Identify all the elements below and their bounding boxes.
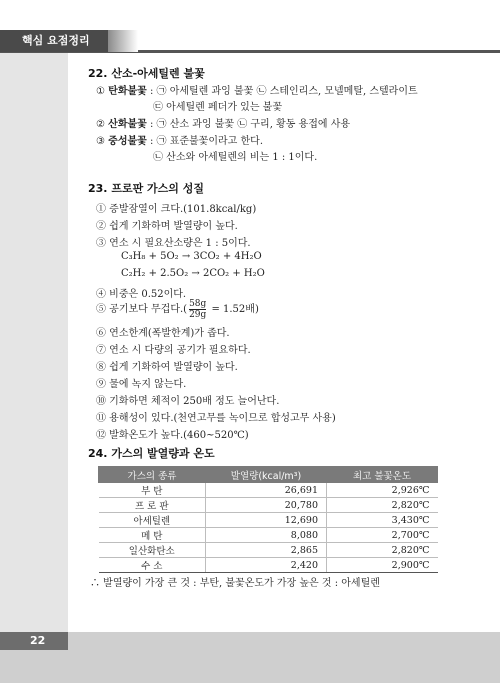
s23-item-5-suffix: = 1.52배)	[208, 304, 259, 315]
table-row	[99, 483, 438, 498]
section-24-title: 24. 가스의 발열량과 온도	[88, 447, 215, 460]
table-row	[99, 558, 438, 573]
s22-line-4-marker: ③	[96, 136, 109, 147]
s23-item-5-prefix: ⑤ 공기보다 무겁다.(	[96, 304, 188, 315]
s23-equation-2: C₂H₂ + 2.5O₂ → 2CO₂ + H₂O	[121, 268, 265, 279]
s22-line-1	[96, 82, 418, 97]
s22-line-3-marker: ②	[96, 119, 109, 130]
table-cell-gas: 메 탄	[99, 528, 206, 543]
s22-line-2: ㉢ 아세틸렌 페더가 있는 불꽃	[153, 102, 282, 113]
table-cell-temp: 3,430℃	[327, 513, 438, 528]
s22-line-3-text: : ㉠ 산소 과잉 불꽃 ㉡ 구리, 황동 용접에 사용	[146, 119, 351, 130]
s23-item-2: ② 쉽게 기화하며 발열량이 높다.	[96, 221, 238, 232]
s23-item-12: ⑫ 발화온도가 높다.(460~520℃)	[96, 430, 249, 441]
left-margin-strip	[0, 52, 68, 632]
table-header-heat: 발열량(kcal/m³)	[206, 467, 327, 483]
s22-line-3-label: 산화불꽃	[108, 119, 147, 130]
s23-item-11: ⑪ 용해성이 있다.(천연고무를 녹이므로 합성고무 사용)	[96, 413, 336, 424]
table-cell-gas: 수 소	[99, 558, 206, 573]
s22-line-4-text: : ㉠ 표준불꽃이라고 한다.	[146, 136, 263, 147]
fraction-numerator: 58g	[189, 299, 207, 309]
table-cell-heat: 20,780	[206, 498, 327, 513]
table-row	[99, 498, 438, 513]
table-cell-heat: 8,080	[206, 528, 327, 543]
table-cell-gas: 아세틸렌	[99, 513, 206, 528]
s22-line-1-marker: ①	[96, 86, 109, 97]
s23-item-5	[96, 299, 259, 320]
s22-line-4-label: 중성불꽃	[108, 136, 147, 147]
s22-line-4	[96, 132, 263, 147]
s23-item-5-fraction	[189, 299, 206, 320]
table-cell-temp: 2,820℃	[327, 498, 438, 513]
table-cell-heat: 2,420	[206, 558, 327, 573]
s24-conclusion-note: ∴ 발열량이 가장 큰 것 : 부탄, 불꽃온도가 가장 높은 것 : 아세틸렌	[90, 578, 380, 589]
s22-line-1-text: : ㉠ 아세틸렌 과잉 불꽃 ㉡ 스테인리스, 모넬메탈, 스텔라이트	[146, 86, 418, 97]
header-tab	[0, 30, 108, 52]
table-cell-temp: 2,926℃	[327, 483, 438, 498]
table-cell-gas: 프 로 판	[99, 498, 206, 513]
heat-value-table	[98, 466, 438, 573]
s23-item-7: ⑦ 연소 시 다량의 공기가 필요하다.	[96, 345, 251, 356]
table-row	[99, 543, 438, 558]
s22-line-1-label: 탄화불꽃	[108, 86, 147, 97]
fraction-denominator: 29g	[189, 310, 207, 320]
s22-line-5: ㉡ 산소와 아세틸렌의 비는 1 : 1이다.	[153, 152, 318, 163]
section-22-title: 22. 산소-아세틸렌 불꽃	[88, 67, 205, 80]
table-cell-temp: 2,900℃	[327, 558, 438, 573]
s23-item-10: ⑩ 기화하면 체적이 250배 정도 늘어난다.	[96, 396, 280, 407]
s23-item-6: ⑥ 연소한계(폭발한계)가 좁다.	[96, 328, 230, 339]
footer-band	[0, 632, 500, 683]
s22-line-3	[96, 115, 350, 130]
table-header-temp: 최고 불꽃온도	[327, 467, 438, 483]
header-tab-label: 핵심 요점정리	[22, 34, 90, 47]
s23-item-9: ⑨ 물에 녹지 않는다.	[96, 379, 187, 390]
table-cell-gas: 부 탄	[99, 483, 206, 498]
s23-item-3: ③ 연소 시 필요산소량은 1 : 5이다.	[96, 238, 251, 249]
s23-item-8: ⑧ 쉽게 기화하여 발열량이 높다.	[96, 362, 238, 373]
table-cell-heat: 12,690	[206, 513, 327, 528]
table-cell-gas: 일산화탄소	[99, 543, 206, 558]
s23-item-1: ① 증발잠열이 크다.(101.8kcal/kg)	[96, 204, 257, 215]
table-row	[99, 528, 438, 543]
table-header-row	[99, 467, 438, 483]
table-cell-temp: 2,820℃	[327, 543, 438, 558]
table-cell-heat: 2,865	[206, 543, 327, 558]
s23-item-4: ④ 비중은 0.52이다.	[96, 289, 187, 300]
table-row	[99, 513, 438, 528]
table-cell-heat: 26,691	[206, 483, 327, 498]
table-header-gas: 가스의 종류	[99, 467, 206, 483]
table-cell-temp: 2,700℃	[327, 528, 438, 543]
section-23-title: 23. 프로판 가스의 성질	[88, 182, 204, 195]
s23-equation-1: C₃H₈ + 5O₂ → 3CO₂ + 4H₂O	[121, 251, 262, 262]
header-tab-fade	[108, 30, 138, 52]
page-number: 22	[0, 632, 68, 650]
